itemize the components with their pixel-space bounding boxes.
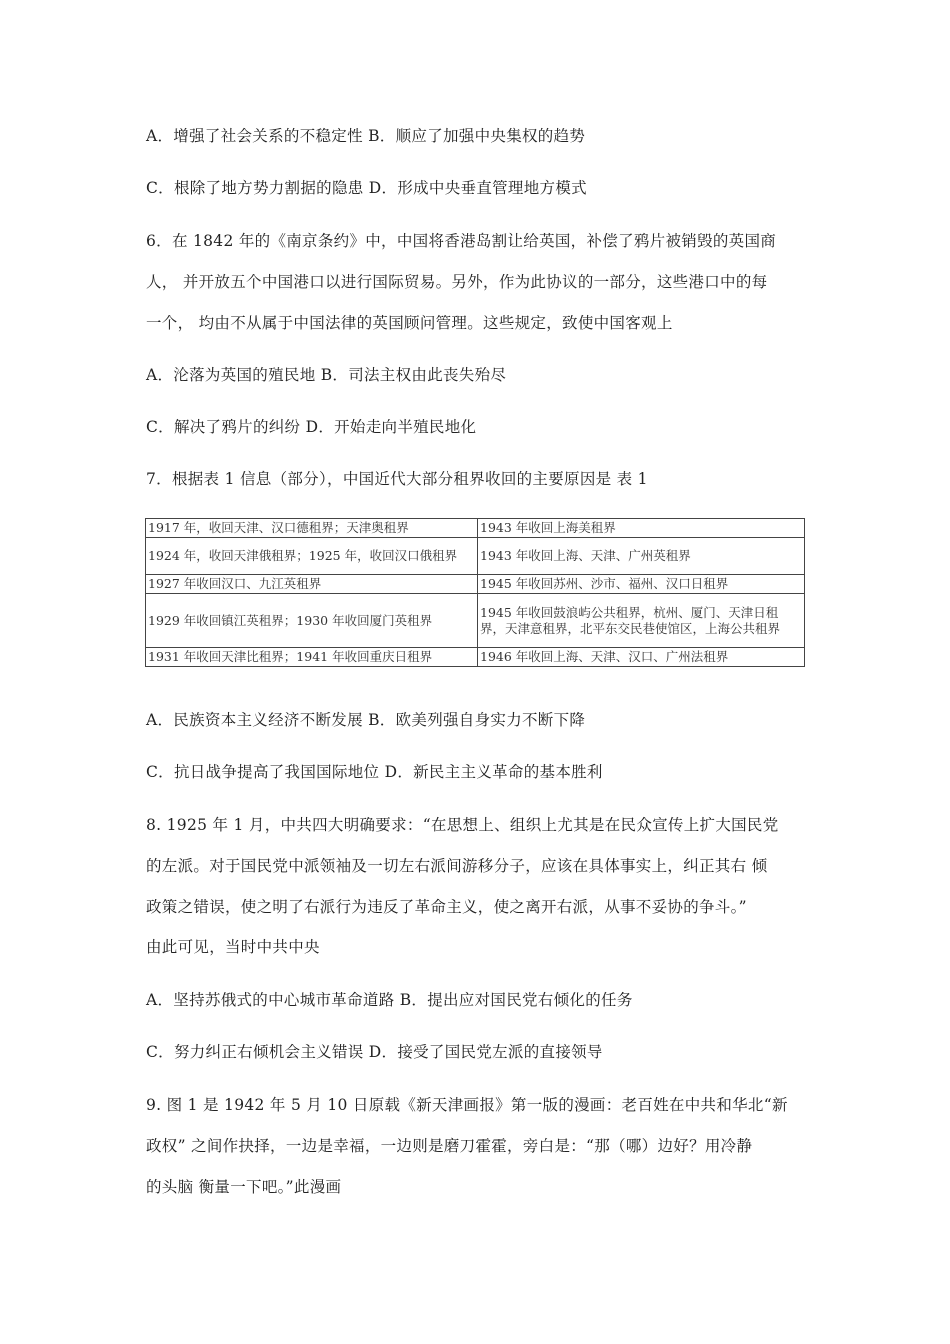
q7-stem: 7．根据表 1 信息（部分），中国近代大部分租界收回的主要原因是 表 1	[146, 470, 648, 488]
q9-stem-line-1: 9. 图 1 是 1942 年 5 月 10 日原载《新天津画报》第一版的漫画：老百姓在中共和华北“新	[146, 1096, 788, 1114]
q6-options-ab: A．沦落为英国的殖民地 B．司法主权由此丧失殆尽	[146, 366, 507, 384]
table-cell: 1945 年收回鼓浪屿公共租界，杭州、厦门、天津日租界，天津意租界，北平东交民巷使馆区，上海公共租界	[478, 594, 805, 648]
table-row	[146, 575, 805, 594]
q6-stem-line-3: 一个， 均由不从属于中国法律的英国顾问管理。这些规定，致使中国客观上	[146, 314, 673, 332]
q7-options-cd: C．抗日战争提高了我国国际地位 D．新民主主义革命的基本胜利	[146, 763, 603, 781]
table-row	[146, 594, 805, 648]
table-cell: 1945 年收回苏州、沙市、福州、汉口日租界	[478, 575, 805, 594]
q9-stem-line-3: 的头脑 衡量一下吧。”此漫画	[146, 1178, 342, 1196]
q6-stem-line-1: 6．在 1842 年的《南京条约》中，中国将香港岛割让给英国，补偿了鸦片被销毁的英国商	[146, 232, 777, 250]
table-cell: 1924 年，收回天津俄租界；1925 年，收回汉口俄租界	[146, 538, 478, 575]
table-row	[146, 519, 805, 538]
q9-stem-line-2: 政权” 之间作抉择，一边是幸福，一边则是磨刀霍霍，旁白是：“那（哪）边好？用冷静	[146, 1137, 753, 1155]
q6-stem-line-2: 人， 并开放五个中国港口以进行国际贸易。另外，作为此协议的一部分，这些港口中的每	[146, 273, 768, 291]
q8-options-ab: A．坚持苏俄式的中心城市革命道路 B．提出应对国民党右倾化的任务	[146, 991, 633, 1009]
table-cell: 1917 年，收回天津、汉口德租界；天津奥租界	[146, 519, 478, 538]
q5-options-ab: A．增强了社会关系的不稳定性 B．顺应了加强中央集权的趋势	[146, 127, 586, 145]
table-cell: 1929 年收回镇江英租界；1930 年收回厦门英租界	[146, 594, 478, 648]
concession-table	[145, 518, 805, 667]
q8-stem-line-4: 由此可见，当时中共中央	[146, 938, 320, 956]
table-cell: 1927 年收回汉口、九江英租界	[146, 575, 478, 594]
table-row	[146, 538, 805, 575]
q8-stem-line-3: 政策之错误，使之明了右派行为违反了革命主义，使之离开右派，从事不妥协的争斗。”	[146, 898, 747, 916]
q5-options-cd: C．根除了地方势力割据的隐患 D．形成中央垂直管理地方模式	[146, 179, 587, 197]
q8-stem-line-2: 的左派。对于国民党中派领袖及一切左右派间游移分子，应该在具体事实上，纠正其右 倾	[146, 857, 768, 875]
table-cell: 1943 年收回上海美租界	[478, 519, 805, 538]
table-cell: 1943 年收回上海、天津、广州英租界	[478, 538, 805, 575]
q8-options-cd: C．努力纠正右倾机会主义错误 D．接受了国民党左派的直接领导	[146, 1043, 603, 1061]
table-cell: 1946 年收回上海、天津、汉口、广州法租界	[478, 648, 805, 667]
table-cell: 1931 年收回天津比租界；1941 年收回重庆日租界	[146, 648, 478, 667]
q6-options-cd: C．解决了鸦片的纠纷 D．开始走向半殖民地化	[146, 418, 477, 436]
table-row	[146, 648, 805, 667]
q8-stem-line-1: 8. 1925 年 1 月，中共四大明确要求：“在思想上、组织上尤其是在民众宣传上扩大国民党	[146, 816, 779, 834]
q7-options-ab: A．民族资本主义经济不断发展 B．欧美列强自身实力不断下降	[146, 711, 586, 729]
